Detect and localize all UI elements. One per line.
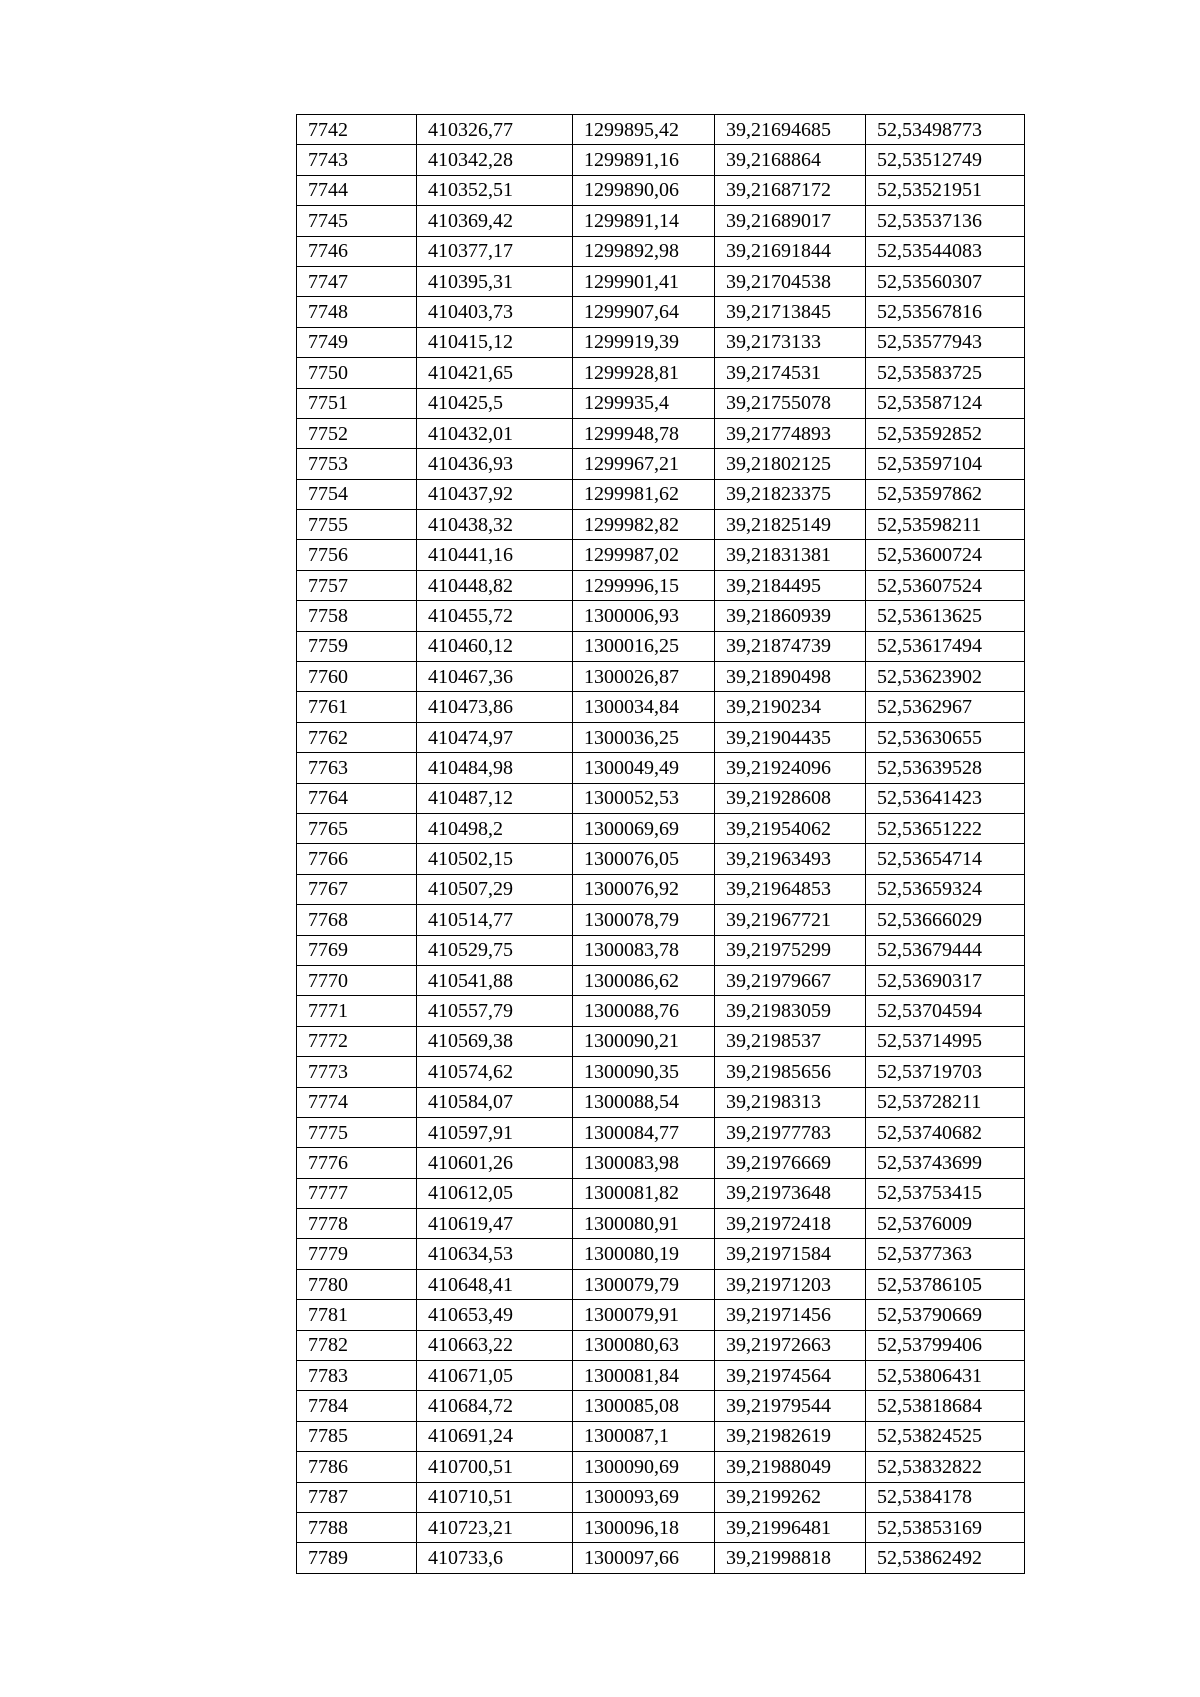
latitude-cell: 52,53743699 (866, 1148, 1025, 1178)
point-number-cell: 7758 (297, 601, 417, 631)
point-number-cell: 7774 (297, 1087, 417, 1117)
y-coordinate-cell: 1299967,21 (573, 449, 715, 479)
point-number-cell: 7783 (297, 1361, 417, 1391)
point-number-cell: 7777 (297, 1178, 417, 1208)
point-number-cell: 7771 (297, 996, 417, 1026)
latitude-cell: 52,53597862 (866, 479, 1025, 509)
latitude-cell: 52,53799406 (866, 1330, 1025, 1360)
point-number-cell: 7744 (297, 175, 417, 205)
y-coordinate-cell: 1300079,79 (573, 1269, 715, 1299)
y-coordinate-cell: 1300069,69 (573, 813, 715, 843)
point-number-cell: 7748 (297, 297, 417, 327)
latitude-cell: 52,53679444 (866, 935, 1025, 965)
latitude-cell: 52,53666029 (866, 905, 1025, 935)
longitude-cell: 39,2190234 (715, 692, 866, 722)
y-coordinate-cell: 1299948,78 (573, 418, 715, 448)
y-coordinate-cell: 1300026,87 (573, 662, 715, 692)
point-number-cell: 7763 (297, 753, 417, 783)
latitude-cell: 52,53583725 (866, 358, 1025, 388)
x-coordinate-cell: 410403,73 (417, 297, 573, 327)
latitude-cell: 52,53786105 (866, 1269, 1025, 1299)
latitude-cell: 52,53592852 (866, 418, 1025, 448)
coordinates-table-body (297, 115, 1025, 1574)
y-coordinate-cell: 1300087,1 (573, 1421, 715, 1451)
point-number-cell: 7743 (297, 145, 417, 175)
point-number-cell: 7751 (297, 388, 417, 418)
table-row (297, 905, 1025, 935)
point-number-cell: 7757 (297, 570, 417, 600)
y-coordinate-cell: 1300086,62 (573, 965, 715, 995)
table-row (297, 449, 1025, 479)
x-coordinate-cell: 410529,75 (417, 935, 573, 965)
y-coordinate-cell: 1299901,41 (573, 266, 715, 296)
table-row (297, 1178, 1025, 1208)
y-coordinate-cell: 1300083,78 (573, 935, 715, 965)
table-row (297, 115, 1025, 145)
longitude-cell: 39,21979544 (715, 1391, 866, 1421)
y-coordinate-cell: 1300081,82 (573, 1178, 715, 1208)
point-number-cell: 7756 (297, 540, 417, 570)
longitude-cell: 39,21964853 (715, 874, 866, 904)
x-coordinate-cell: 410377,17 (417, 236, 573, 266)
x-coordinate-cell: 410437,92 (417, 479, 573, 509)
table-row (297, 1421, 1025, 1451)
longitude-cell: 39,21860939 (715, 601, 866, 631)
point-number-cell: 7782 (297, 1330, 417, 1360)
table-row (297, 570, 1025, 600)
latitude-cell: 52,53714995 (866, 1026, 1025, 1056)
x-coordinate-cell: 410541,88 (417, 965, 573, 995)
table-row (297, 1148, 1025, 1178)
longitude-cell: 39,21977783 (715, 1117, 866, 1147)
x-coordinate-cell: 410691,24 (417, 1421, 573, 1451)
table-row (297, 1117, 1025, 1147)
table-row (297, 1361, 1025, 1391)
table-row (297, 418, 1025, 448)
latitude-cell: 52,53598211 (866, 510, 1025, 540)
y-coordinate-cell: 1299981,62 (573, 479, 715, 509)
y-coordinate-cell: 1300090,69 (573, 1452, 715, 1482)
table-row (297, 479, 1025, 509)
x-coordinate-cell: 410597,91 (417, 1117, 573, 1147)
longitude-cell: 39,21704538 (715, 266, 866, 296)
latitude-cell: 52,53704594 (866, 996, 1025, 1026)
table-row (297, 1026, 1025, 1056)
coordinates-table (296, 114, 1025, 1574)
longitude-cell: 39,21694685 (715, 115, 866, 145)
x-coordinate-cell: 410342,28 (417, 145, 573, 175)
latitude-cell: 52,53690317 (866, 965, 1025, 995)
latitude-cell: 52,53818684 (866, 1391, 1025, 1421)
point-number-cell: 7780 (297, 1269, 417, 1299)
latitude-cell: 52,53790669 (866, 1300, 1025, 1330)
table-row (297, 1512, 1025, 1542)
x-coordinate-cell: 410460,12 (417, 631, 573, 661)
x-coordinate-cell: 410498,2 (417, 813, 573, 843)
y-coordinate-cell: 1300088,54 (573, 1087, 715, 1117)
point-number-cell: 7767 (297, 874, 417, 904)
x-coordinate-cell: 410502,15 (417, 844, 573, 874)
longitude-cell: 39,21985656 (715, 1057, 866, 1087)
y-coordinate-cell: 1300080,91 (573, 1209, 715, 1239)
y-coordinate-cell: 1299982,82 (573, 510, 715, 540)
longitude-cell: 39,21774893 (715, 418, 866, 448)
point-number-cell: 7781 (297, 1300, 417, 1330)
longitude-cell: 39,21972663 (715, 1330, 866, 1360)
latitude-cell: 52,53512749 (866, 145, 1025, 175)
table-row (297, 1300, 1025, 1330)
x-coordinate-cell: 410474,97 (417, 722, 573, 752)
longitude-cell: 39,21988049 (715, 1452, 866, 1482)
y-coordinate-cell: 1300016,25 (573, 631, 715, 661)
point-number-cell: 7768 (297, 905, 417, 935)
point-number-cell: 7787 (297, 1482, 417, 1512)
latitude-cell: 52,53853169 (866, 1512, 1025, 1542)
x-coordinate-cell: 410455,72 (417, 601, 573, 631)
x-coordinate-cell: 410584,07 (417, 1087, 573, 1117)
y-coordinate-cell: 1299891,14 (573, 206, 715, 236)
y-coordinate-cell: 1300080,19 (573, 1239, 715, 1269)
longitude-cell: 39,21904435 (715, 722, 866, 752)
longitude-cell: 39,21825149 (715, 510, 866, 540)
x-coordinate-cell: 410648,41 (417, 1269, 573, 1299)
table-row (297, 813, 1025, 843)
table-row (297, 631, 1025, 661)
table-row (297, 662, 1025, 692)
y-coordinate-cell: 1299935,4 (573, 388, 715, 418)
x-coordinate-cell: 410352,51 (417, 175, 573, 205)
y-coordinate-cell: 1300076,92 (573, 874, 715, 904)
point-number-cell: 7759 (297, 631, 417, 661)
table-row (297, 1330, 1025, 1360)
point-number-cell: 7764 (297, 783, 417, 813)
latitude-cell: 52,53806431 (866, 1361, 1025, 1391)
point-number-cell: 7760 (297, 662, 417, 692)
latitude-cell: 52,53832822 (866, 1452, 1025, 1482)
table-row (297, 1391, 1025, 1421)
x-coordinate-cell: 410369,42 (417, 206, 573, 236)
latitude-cell: 52,53623902 (866, 662, 1025, 692)
point-number-cell: 7754 (297, 479, 417, 509)
table-row (297, 1543, 1025, 1573)
y-coordinate-cell: 1300034,84 (573, 692, 715, 722)
longitude-cell: 39,21996481 (715, 1512, 866, 1542)
y-coordinate-cell: 1299895,42 (573, 115, 715, 145)
longitude-cell: 39,21713845 (715, 297, 866, 327)
y-coordinate-cell: 1299928,81 (573, 358, 715, 388)
x-coordinate-cell: 410432,01 (417, 418, 573, 448)
point-number-cell: 7778 (297, 1209, 417, 1239)
y-coordinate-cell: 1299907,64 (573, 297, 715, 327)
y-coordinate-cell: 1300085,08 (573, 1391, 715, 1421)
latitude-cell: 52,53600724 (866, 540, 1025, 570)
point-number-cell: 7749 (297, 327, 417, 357)
point-number-cell: 7772 (297, 1026, 417, 1056)
longitude-cell: 39,21689017 (715, 206, 866, 236)
x-coordinate-cell: 410514,77 (417, 905, 573, 935)
x-coordinate-cell: 410569,38 (417, 1026, 573, 1056)
longitude-cell: 39,21982619 (715, 1421, 866, 1451)
x-coordinate-cell: 410612,05 (417, 1178, 573, 1208)
x-coordinate-cell: 410395,31 (417, 266, 573, 296)
point-number-cell: 7770 (297, 965, 417, 995)
longitude-cell: 39,21823375 (715, 479, 866, 509)
latitude-cell: 52,5376009 (866, 1209, 1025, 1239)
point-number-cell: 7789 (297, 1543, 417, 1573)
latitude-cell: 52,53613625 (866, 601, 1025, 631)
latitude-cell: 52,53654714 (866, 844, 1025, 874)
longitude-cell: 39,2198313 (715, 1087, 866, 1117)
longitude-cell: 39,21979667 (715, 965, 866, 995)
longitude-cell: 39,2173133 (715, 327, 866, 357)
latitude-cell: 52,53659324 (866, 874, 1025, 904)
y-coordinate-cell: 1299987,02 (573, 540, 715, 570)
latitude-cell: 52,5362967 (866, 692, 1025, 722)
y-coordinate-cell: 1300088,76 (573, 996, 715, 1026)
table-row (297, 388, 1025, 418)
x-coordinate-cell: 410487,12 (417, 783, 573, 813)
table-row (297, 996, 1025, 1026)
point-number-cell: 7786 (297, 1452, 417, 1482)
longitude-cell: 39,21928608 (715, 783, 866, 813)
latitude-cell: 52,5384178 (866, 1482, 1025, 1512)
longitude-cell: 39,21687172 (715, 175, 866, 205)
y-coordinate-cell: 1300078,79 (573, 905, 715, 935)
table-row (297, 266, 1025, 296)
table-row (297, 965, 1025, 995)
y-coordinate-cell: 1299891,16 (573, 145, 715, 175)
longitude-cell: 39,21954062 (715, 813, 866, 843)
table-row (297, 1057, 1025, 1087)
table-row (297, 358, 1025, 388)
x-coordinate-cell: 410619,47 (417, 1209, 573, 1239)
longitude-cell: 39,21963493 (715, 844, 866, 874)
latitude-cell: 52,53617494 (866, 631, 1025, 661)
longitude-cell: 39,21975299 (715, 935, 866, 965)
longitude-cell: 39,2168864 (715, 145, 866, 175)
table-row (297, 935, 1025, 965)
x-coordinate-cell: 410467,36 (417, 662, 573, 692)
x-coordinate-cell: 410653,49 (417, 1300, 573, 1330)
longitude-cell: 39,21971203 (715, 1269, 866, 1299)
table-row (297, 1482, 1025, 1512)
x-coordinate-cell: 410438,32 (417, 510, 573, 540)
x-coordinate-cell: 410557,79 (417, 996, 573, 1026)
x-coordinate-cell: 410425,5 (417, 388, 573, 418)
y-coordinate-cell: 1300083,98 (573, 1148, 715, 1178)
table-row (297, 753, 1025, 783)
latitude-cell: 52,53597104 (866, 449, 1025, 479)
point-number-cell: 7747 (297, 266, 417, 296)
table-row (297, 1209, 1025, 1239)
point-number-cell: 7784 (297, 1391, 417, 1421)
y-coordinate-cell: 1299919,39 (573, 327, 715, 357)
table-row (297, 510, 1025, 540)
longitude-cell: 39,2198537 (715, 1026, 866, 1056)
table-row (297, 327, 1025, 357)
point-number-cell: 7773 (297, 1057, 417, 1087)
latitude-cell: 52,53753415 (866, 1178, 1025, 1208)
x-coordinate-cell: 410473,86 (417, 692, 573, 722)
latitude-cell: 52,53567816 (866, 297, 1025, 327)
table-row (297, 601, 1025, 631)
longitude-cell: 39,21971456 (715, 1300, 866, 1330)
x-coordinate-cell: 410663,22 (417, 1330, 573, 1360)
latitude-cell: 52,53537136 (866, 206, 1025, 236)
point-number-cell: 7769 (297, 935, 417, 965)
point-number-cell: 7779 (297, 1239, 417, 1269)
point-number-cell: 7762 (297, 722, 417, 752)
longitude-cell: 39,21924096 (715, 753, 866, 783)
x-coordinate-cell: 410733,6 (417, 1543, 573, 1573)
table-row (297, 783, 1025, 813)
latitude-cell: 52,53630655 (866, 722, 1025, 752)
point-number-cell: 7745 (297, 206, 417, 236)
longitude-cell: 39,21983059 (715, 996, 866, 1026)
x-coordinate-cell: 410421,65 (417, 358, 573, 388)
longitude-cell: 39,21890498 (715, 662, 866, 692)
y-coordinate-cell: 1300090,21 (573, 1026, 715, 1056)
point-number-cell: 7776 (297, 1148, 417, 1178)
y-coordinate-cell: 1300036,25 (573, 722, 715, 752)
y-coordinate-cell: 1300090,35 (573, 1057, 715, 1087)
y-coordinate-cell: 1300097,66 (573, 1543, 715, 1573)
x-coordinate-cell: 410671,05 (417, 1361, 573, 1391)
latitude-cell: 52,53544083 (866, 236, 1025, 266)
longitude-cell: 39,21974564 (715, 1361, 866, 1391)
point-number-cell: 7766 (297, 844, 417, 874)
y-coordinate-cell: 1300081,84 (573, 1361, 715, 1391)
latitude-cell: 52,53521951 (866, 175, 1025, 205)
longitude-cell: 39,21998818 (715, 1543, 866, 1573)
table-row (297, 692, 1025, 722)
point-number-cell: 7752 (297, 418, 417, 448)
x-coordinate-cell: 410710,51 (417, 1482, 573, 1512)
longitude-cell: 39,2174531 (715, 358, 866, 388)
latitude-cell: 52,53651222 (866, 813, 1025, 843)
point-number-cell: 7785 (297, 1421, 417, 1451)
longitude-cell: 39,21874739 (715, 631, 866, 661)
point-number-cell: 7775 (297, 1117, 417, 1147)
x-coordinate-cell: 410634,53 (417, 1239, 573, 1269)
x-coordinate-cell: 410601,26 (417, 1148, 573, 1178)
y-coordinate-cell: 1299892,98 (573, 236, 715, 266)
x-coordinate-cell: 410700,51 (417, 1452, 573, 1482)
latitude-cell: 52,53862492 (866, 1543, 1025, 1573)
table-row (297, 722, 1025, 752)
longitude-cell: 39,21973648 (715, 1178, 866, 1208)
point-number-cell: 7750 (297, 358, 417, 388)
x-coordinate-cell: 410574,62 (417, 1057, 573, 1087)
y-coordinate-cell: 1300006,93 (573, 601, 715, 631)
point-number-cell: 7742 (297, 115, 417, 145)
x-coordinate-cell: 410415,12 (417, 327, 573, 357)
longitude-cell: 39,21802125 (715, 449, 866, 479)
y-coordinate-cell: 1300079,91 (573, 1300, 715, 1330)
y-coordinate-cell: 1299890,06 (573, 175, 715, 205)
y-coordinate-cell: 1300076,05 (573, 844, 715, 874)
longitude-cell: 39,21976669 (715, 1148, 866, 1178)
table-row (297, 844, 1025, 874)
x-coordinate-cell: 410507,29 (417, 874, 573, 904)
x-coordinate-cell: 410326,77 (417, 115, 573, 145)
table-row (297, 1087, 1025, 1117)
longitude-cell: 39,2199262 (715, 1482, 866, 1512)
table-row (297, 145, 1025, 175)
latitude-cell: 52,5377363 (866, 1239, 1025, 1269)
longitude-cell: 39,21755078 (715, 388, 866, 418)
latitude-cell: 52,53639528 (866, 753, 1025, 783)
x-coordinate-cell: 410723,21 (417, 1512, 573, 1542)
y-coordinate-cell: 1300084,77 (573, 1117, 715, 1147)
y-coordinate-cell: 1300096,18 (573, 1512, 715, 1542)
point-number-cell: 7761 (297, 692, 417, 722)
longitude-cell: 39,21831381 (715, 540, 866, 570)
longitude-cell: 39,21967721 (715, 905, 866, 935)
longitude-cell: 39,2184495 (715, 570, 866, 600)
point-number-cell: 7765 (297, 813, 417, 843)
y-coordinate-cell: 1300093,69 (573, 1482, 715, 1512)
point-number-cell: 7788 (297, 1512, 417, 1542)
x-coordinate-cell: 410484,98 (417, 753, 573, 783)
latitude-cell: 52,53824525 (866, 1421, 1025, 1451)
latitude-cell: 52,53607524 (866, 570, 1025, 600)
y-coordinate-cell: 1300049,49 (573, 753, 715, 783)
table-row (297, 206, 1025, 236)
longitude-cell: 39,21972418 (715, 1209, 866, 1239)
latitude-cell: 52,53498773 (866, 115, 1025, 145)
latitude-cell: 52,53560307 (866, 266, 1025, 296)
point-number-cell: 7753 (297, 449, 417, 479)
x-coordinate-cell: 410448,82 (417, 570, 573, 600)
y-coordinate-cell: 1300080,63 (573, 1330, 715, 1360)
table-row (297, 297, 1025, 327)
table-row (297, 175, 1025, 205)
table-row (297, 1269, 1025, 1299)
table-row (297, 874, 1025, 904)
latitude-cell: 52,53740682 (866, 1117, 1025, 1147)
table-row (297, 1239, 1025, 1269)
point-number-cell: 7746 (297, 236, 417, 266)
latitude-cell: 52,53587124 (866, 388, 1025, 418)
y-coordinate-cell: 1300052,53 (573, 783, 715, 813)
latitude-cell: 52,53728211 (866, 1087, 1025, 1117)
table-row (297, 1452, 1025, 1482)
table-row (297, 236, 1025, 266)
latitude-cell: 52,53641423 (866, 783, 1025, 813)
y-coordinate-cell: 1299996,15 (573, 570, 715, 600)
longitude-cell: 39,21971584 (715, 1239, 866, 1269)
latitude-cell: 52,53719703 (866, 1057, 1025, 1087)
point-number-cell: 7755 (297, 510, 417, 540)
x-coordinate-cell: 410441,16 (417, 540, 573, 570)
x-coordinate-cell: 410436,93 (417, 449, 573, 479)
table-row (297, 540, 1025, 570)
x-coordinate-cell: 410684,72 (417, 1391, 573, 1421)
longitude-cell: 39,21691844 (715, 236, 866, 266)
latitude-cell: 52,53577943 (866, 327, 1025, 357)
